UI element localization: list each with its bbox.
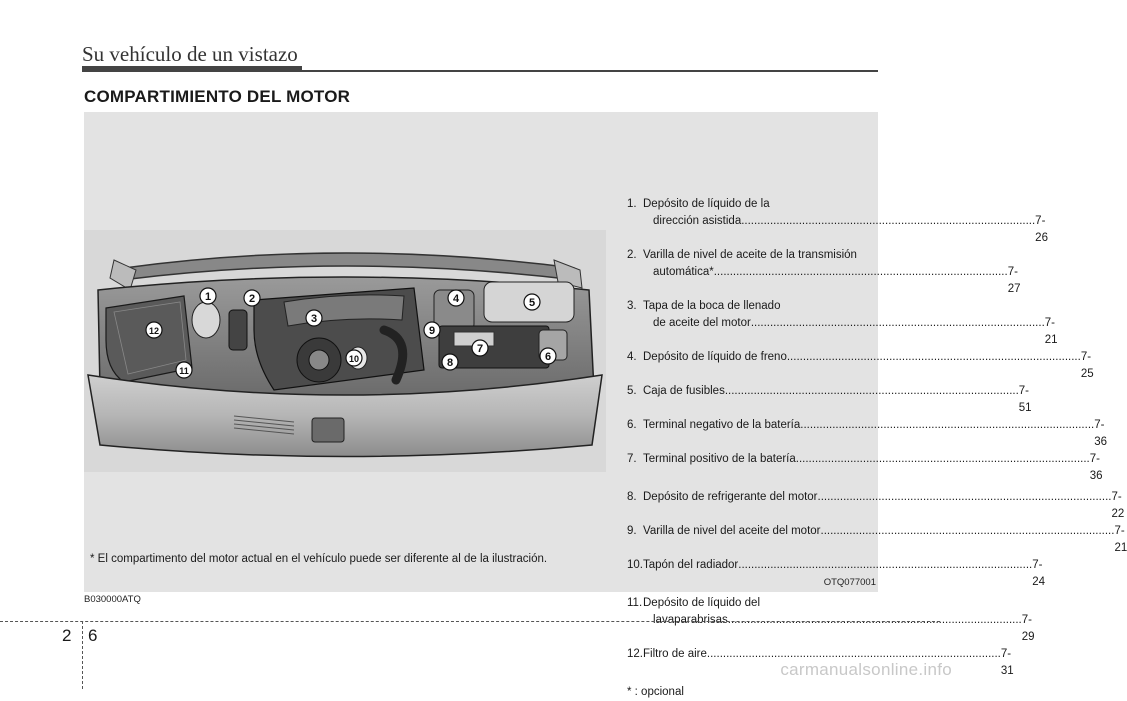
legend-item-label: automática*	[653, 266, 714, 278]
legend-item-line1: Tapa de la boca de llenado	[643, 300, 781, 312]
hood-strut-left	[110, 260, 136, 290]
footer-divider	[82, 621, 83, 689]
legend-item-label: Terminal negativo de la batería	[643, 419, 801, 431]
callout-2	[244, 290, 260, 306]
legend-leader-dots	[800, 417, 1094, 451]
section-title: COMPARTIMIENTO DEL MOTOR	[84, 87, 351, 106]
legend-item-page: 7-51	[1018, 385, 1032, 414]
chapter-title: Su vehículo de un vistazo	[82, 42, 298, 66]
legend-leader-dots	[796, 451, 1090, 485]
callout-label: 8	[446, 357, 454, 369]
legend-item-page: 7-36	[1089, 453, 1103, 482]
header-rule	[82, 70, 878, 72]
legend-leader-dots	[818, 489, 1112, 523]
image-code: OTQ077001	[823, 577, 876, 588]
callout-label: 6	[544, 351, 552, 363]
legend-item-label: Depósito de líquido de freno	[643, 351, 787, 363]
legend-item-number: 9.	[627, 525, 637, 537]
callout-label: 12	[148, 326, 160, 336]
illustration-footnote: * El compartimento del motor actual en el vehículo puede ser diferente al de la ilustración.	[90, 553, 548, 565]
legend-item-label: Varilla de nivel del aceite del motor	[643, 525, 821, 537]
legend-item-label: Tapón del radiador	[643, 559, 739, 571]
legend-item-number: 7.	[627, 453, 637, 465]
legend-item-label: Filtro de aire	[643, 648, 707, 660]
legend-item	[627, 489, 1125, 523]
legend-item-page: 7-21	[1044, 317, 1058, 346]
legend-item-number: 10.	[627, 559, 643, 571]
callout-10	[346, 350, 362, 366]
legend-item-number: 12.	[627, 648, 643, 660]
footer-rule	[0, 621, 940, 622]
legend-leader-dots	[741, 213, 1035, 247]
legend-item	[627, 451, 1103, 485]
callout-9	[424, 322, 440, 338]
legend-item-page: 7-24	[1032, 559, 1046, 588]
legend-item-page: 7-29	[1021, 614, 1035, 643]
legend-item-line1: Depósito de líquido del	[643, 597, 760, 609]
legend-leader-dots	[714, 264, 1008, 298]
legend-item-line1: Varilla de nivel de aceite de la transmisión	[643, 249, 857, 261]
legend-item-line1: Depósito de líquido de la	[643, 198, 770, 210]
legend-item	[627, 349, 1094, 383]
legend-leader-dots	[728, 612, 1022, 646]
legend-item-number: 3.	[627, 300, 637, 312]
legend-item-label: lavaparabrisas	[653, 614, 728, 626]
legend-item-page: 7-31	[1000, 648, 1014, 677]
legend-leader-dots	[725, 383, 1019, 417]
legend-item-label: Depósito de refrigerante del motor	[643, 491, 818, 503]
engine-illustration	[84, 230, 606, 472]
legend-item	[627, 196, 1048, 247]
legend-item-page: 7-36	[1094, 419, 1108, 448]
legend-leader-dots	[821, 523, 1115, 557]
callout-12	[146, 322, 162, 338]
page-number: 6	[88, 626, 98, 645]
power-steering-reservoir	[192, 302, 220, 338]
callout-11	[176, 362, 192, 378]
legend-item	[627, 298, 1058, 349]
legend-leader-dots	[787, 349, 1081, 383]
legend-item	[627, 383, 1032, 417]
legend-item-number: 4.	[627, 351, 637, 363]
callout-1	[200, 288, 216, 304]
legend-item-number: 1.	[627, 198, 637, 210]
parts-legend	[627, 196, 1127, 701]
callout-8	[442, 354, 458, 370]
legend-item	[627, 523, 1127, 557]
callout-4	[448, 290, 464, 306]
legend-item-label: Terminal positivo de la batería	[643, 453, 796, 465]
legend-item-page: 7-22	[1111, 491, 1125, 520]
callout-label: 10	[348, 354, 360, 364]
chapter-number: 2	[62, 626, 72, 645]
doc-code: B030000ATQ	[84, 594, 141, 605]
transmission-dipstick-area	[229, 310, 247, 350]
legend-item-label: dirección asistida	[653, 215, 742, 227]
callout-6	[540, 348, 556, 364]
legend-item-page: 7-26	[1035, 215, 1048, 244]
watermark: carmanualsonline.info	[780, 660, 952, 679]
legend-item-number: 8.	[627, 491, 637, 503]
legend-item-number: 6.	[627, 419, 637, 431]
callout-label: 3	[310, 313, 318, 325]
callout-label: 1	[204, 291, 212, 303]
callout-label: 4	[452, 293, 460, 305]
legend-leader-dots	[738, 557, 1032, 591]
legend-item-label: Caja de fusibles	[643, 385, 725, 397]
legend-item	[627, 247, 1021, 298]
legend-leader-dots	[751, 315, 1045, 349]
callout-5	[524, 294, 540, 310]
callout-3	[306, 310, 322, 326]
legend-item	[627, 417, 1108, 451]
legend-item-number: 2.	[627, 249, 637, 261]
legend-item-number: 11.	[627, 597, 643, 609]
legend-item-page: 7-21	[1114, 525, 1127, 554]
callout-label: 5	[528, 297, 536, 309]
callout-label: 11	[179, 366, 189, 376]
engine-bay-drawing	[84, 230, 606, 472]
legend-item-page: 7-27	[1007, 266, 1021, 295]
hood-edge	[122, 253, 576, 280]
legend-note: * : opcional	[627, 686, 684, 698]
legend-item-label: de aceite del motor	[653, 317, 751, 329]
legend-item-number: 5.	[627, 385, 637, 397]
callout-label: 2	[248, 293, 256, 305]
callout-7	[472, 340, 488, 356]
callout-label: 9	[428, 325, 436, 337]
legend-item-page: 7-25	[1080, 351, 1094, 380]
callout-label: 7	[476, 343, 484, 355]
hood-latch	[312, 418, 344, 442]
